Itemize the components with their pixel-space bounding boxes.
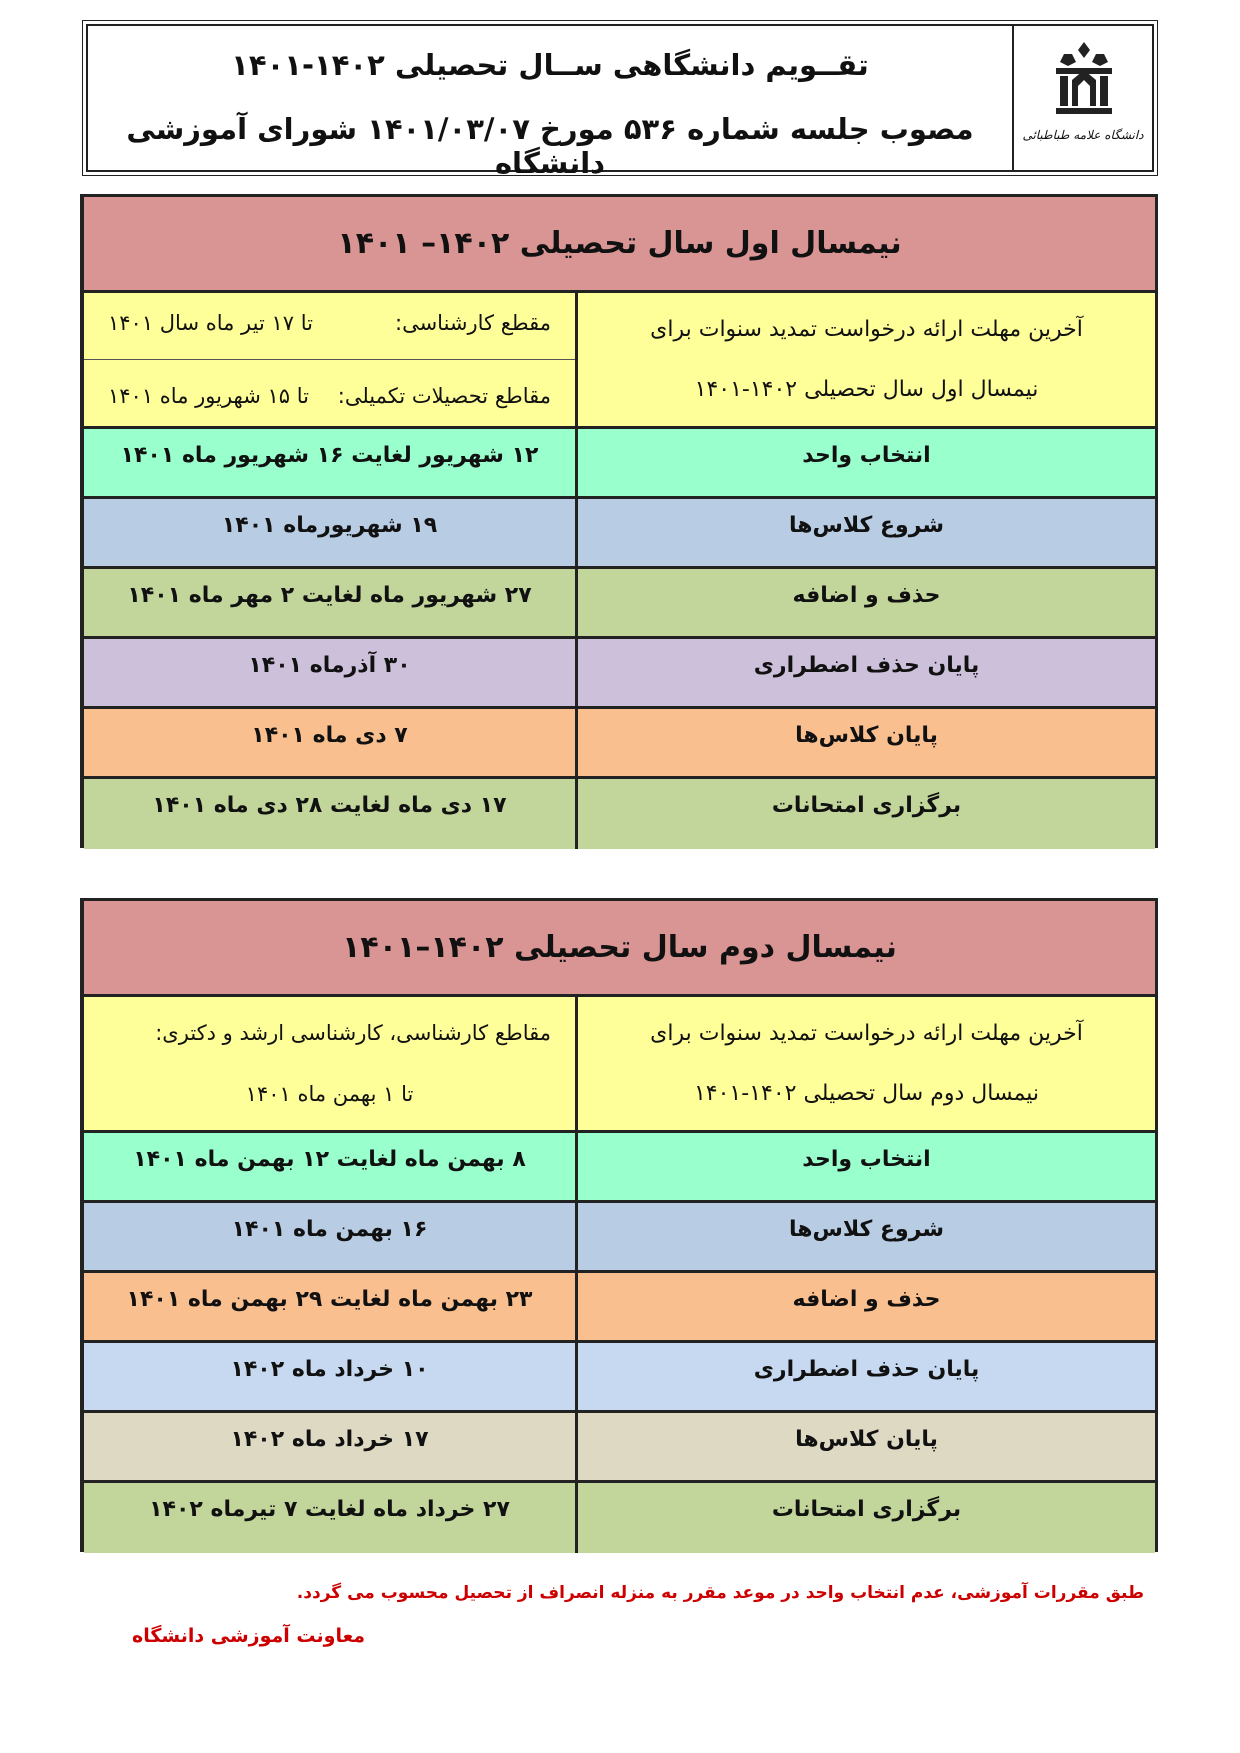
row-label: برگزاری امتحانات xyxy=(575,779,1155,849)
row-value: ۱۶ بهمن ماه ۱۴۰۱ xyxy=(231,1217,428,1242)
deadline-item-label: مقاطع تحصیلات تکمیلی: xyxy=(337,384,551,408)
row-value: ۲۷ خرداد ماه لغایت ۷ تیرماه ۱۴۰۲ xyxy=(149,1497,510,1522)
deadline-item-value: تا ۱ بهمن ماه ۱۴۰۱ xyxy=(245,1081,414,1106)
semester1-table xyxy=(80,194,1158,848)
row-label: پایان حذف اضطراری xyxy=(575,639,1155,706)
row-label: پایان کلاس‌ها xyxy=(575,709,1155,776)
deadline-item-value: تا ۱۷ تیر ماه سال ۱۴۰۱ xyxy=(108,311,313,335)
row-value: ۱۰ خرداد ماه ۱۴۰۲ xyxy=(230,1357,429,1382)
page-subtitle: مصوب جلسه شماره ۵۳۶ مورخ ۱۴۰۱/۰۳/۰۷ شورای آموزشی دانشگاه xyxy=(126,112,974,180)
page-title: تقــویم دانشگاهی ســال تحصیلی ۱۴۰۲-۱۴۰۱ xyxy=(231,48,869,82)
semester2-deadline-row xyxy=(84,997,1155,1133)
row-value: ۷ دی ماه ۱۴۰۱ xyxy=(251,723,408,748)
row-label: حذف و اضافه xyxy=(575,569,1155,636)
deadline-item-label: مقاطع کارشناسی، کارشناسی ارشد و دکتری: xyxy=(155,1021,551,1046)
table-row xyxy=(84,1133,1155,1203)
row-value: ۱۹ شهریورماه ۱۴۰۱ xyxy=(221,513,438,538)
title-area xyxy=(88,26,1012,180)
logo-caption: دانشگاه علامه طباطبائی xyxy=(1022,128,1144,142)
deadline-label-cell xyxy=(575,997,1155,1130)
table-row xyxy=(84,1343,1155,1413)
row-label: شروع کلاس‌ها xyxy=(575,1203,1155,1270)
deadline-item-value: تا ۱۵ شهریور ماه ۱۴۰۱ xyxy=(108,384,309,408)
deadline-item-graduate xyxy=(84,384,575,408)
row-value: ۳۰ آذرماه ۱۴۰۱ xyxy=(248,653,411,678)
footnote: طبق مقررات آموزشی، عدم انتخاب واحد در موعد مقرر به منزله انصراف از تحصیل محسوب می گردد. xyxy=(296,1583,1144,1603)
table-row xyxy=(84,639,1155,709)
semester2-title: نیمسال دوم سال تحصیلی ۱۴۰۲–۱۴۰۱ xyxy=(84,901,1155,997)
row-label: انتخاب واحد xyxy=(575,1133,1155,1200)
row-label: برگزاری امتحانات xyxy=(575,1483,1155,1553)
row-value: ۲۳ بهمن ماه لغایت ۲۹ بهمن ماه ۱۴۰۱ xyxy=(126,1287,533,1312)
table-row xyxy=(84,1483,1155,1553)
table-row xyxy=(84,1413,1155,1483)
university-emblem-icon xyxy=(1050,40,1118,124)
table-row xyxy=(84,429,1155,499)
row-value: ۱۲ شهریور لغایت ۱۶ شهریور ماه ۱۴۰۱ xyxy=(120,443,539,468)
deadline-label-line1: آخرین مهلت ارائه درخواست تمدید سنوات برای xyxy=(650,316,1083,342)
semester2-table xyxy=(80,898,1158,1552)
table-row xyxy=(84,1273,1155,1343)
table-row xyxy=(84,779,1155,849)
logo-cell xyxy=(1012,26,1152,170)
semester1-deadline-row xyxy=(84,293,1155,429)
table-row xyxy=(84,569,1155,639)
table-row xyxy=(84,709,1155,779)
table-row xyxy=(84,499,1155,569)
deadline-label-line1: آخرین مهلت ارائه درخواست تمدید سنوات برای xyxy=(650,1020,1083,1046)
deadline-value-cell xyxy=(84,997,575,1130)
row-label: حذف و اضافه xyxy=(575,1273,1155,1340)
row-value: ۱۷ دی ماه لغایت ۲۸ دی ماه ۱۴۰۱ xyxy=(152,793,507,818)
deadline-value-cell xyxy=(84,293,575,426)
row-label: انتخاب واحد xyxy=(575,429,1155,496)
row-label: پایان کلاس‌ها xyxy=(575,1413,1155,1480)
deadline-label-line2: نیمسال اول سال تحصیلی ۱۴۰۲-۱۴۰۱ xyxy=(694,377,1039,403)
row-value: ۲۷ شهریور ماه لغایت ۲ مهر ماه ۱۴۰۱ xyxy=(127,583,532,608)
document-header xyxy=(86,24,1154,180)
row-value: ۸ بهمن ماه لغایت ۱۲ بهمن ماه ۱۴۰۱ xyxy=(133,1147,526,1172)
deadline-label-cell xyxy=(575,293,1155,426)
table-row xyxy=(84,1203,1155,1273)
row-value: ۱۷ خرداد ماه ۱۴۰۲ xyxy=(230,1427,429,1452)
signature: معاونت آموزشی دانشگاه xyxy=(132,1625,366,1647)
row-label: شروع کلاس‌ها xyxy=(575,499,1155,566)
row-label: پایان حذف اضطراری xyxy=(575,1343,1155,1410)
semester1-title: نیمسال اول سال تحصیلی ۱۴۰۲– ۱۴۰۱ xyxy=(84,197,1155,293)
deadline-item-undergrad xyxy=(84,311,575,360)
deadline-label-line2: نیمسال دوم سال تحصیلی ۱۴۰۲-۱۴۰۱ xyxy=(693,1081,1040,1107)
deadline-item-label: مقطع کارشناسی: xyxy=(395,311,551,335)
